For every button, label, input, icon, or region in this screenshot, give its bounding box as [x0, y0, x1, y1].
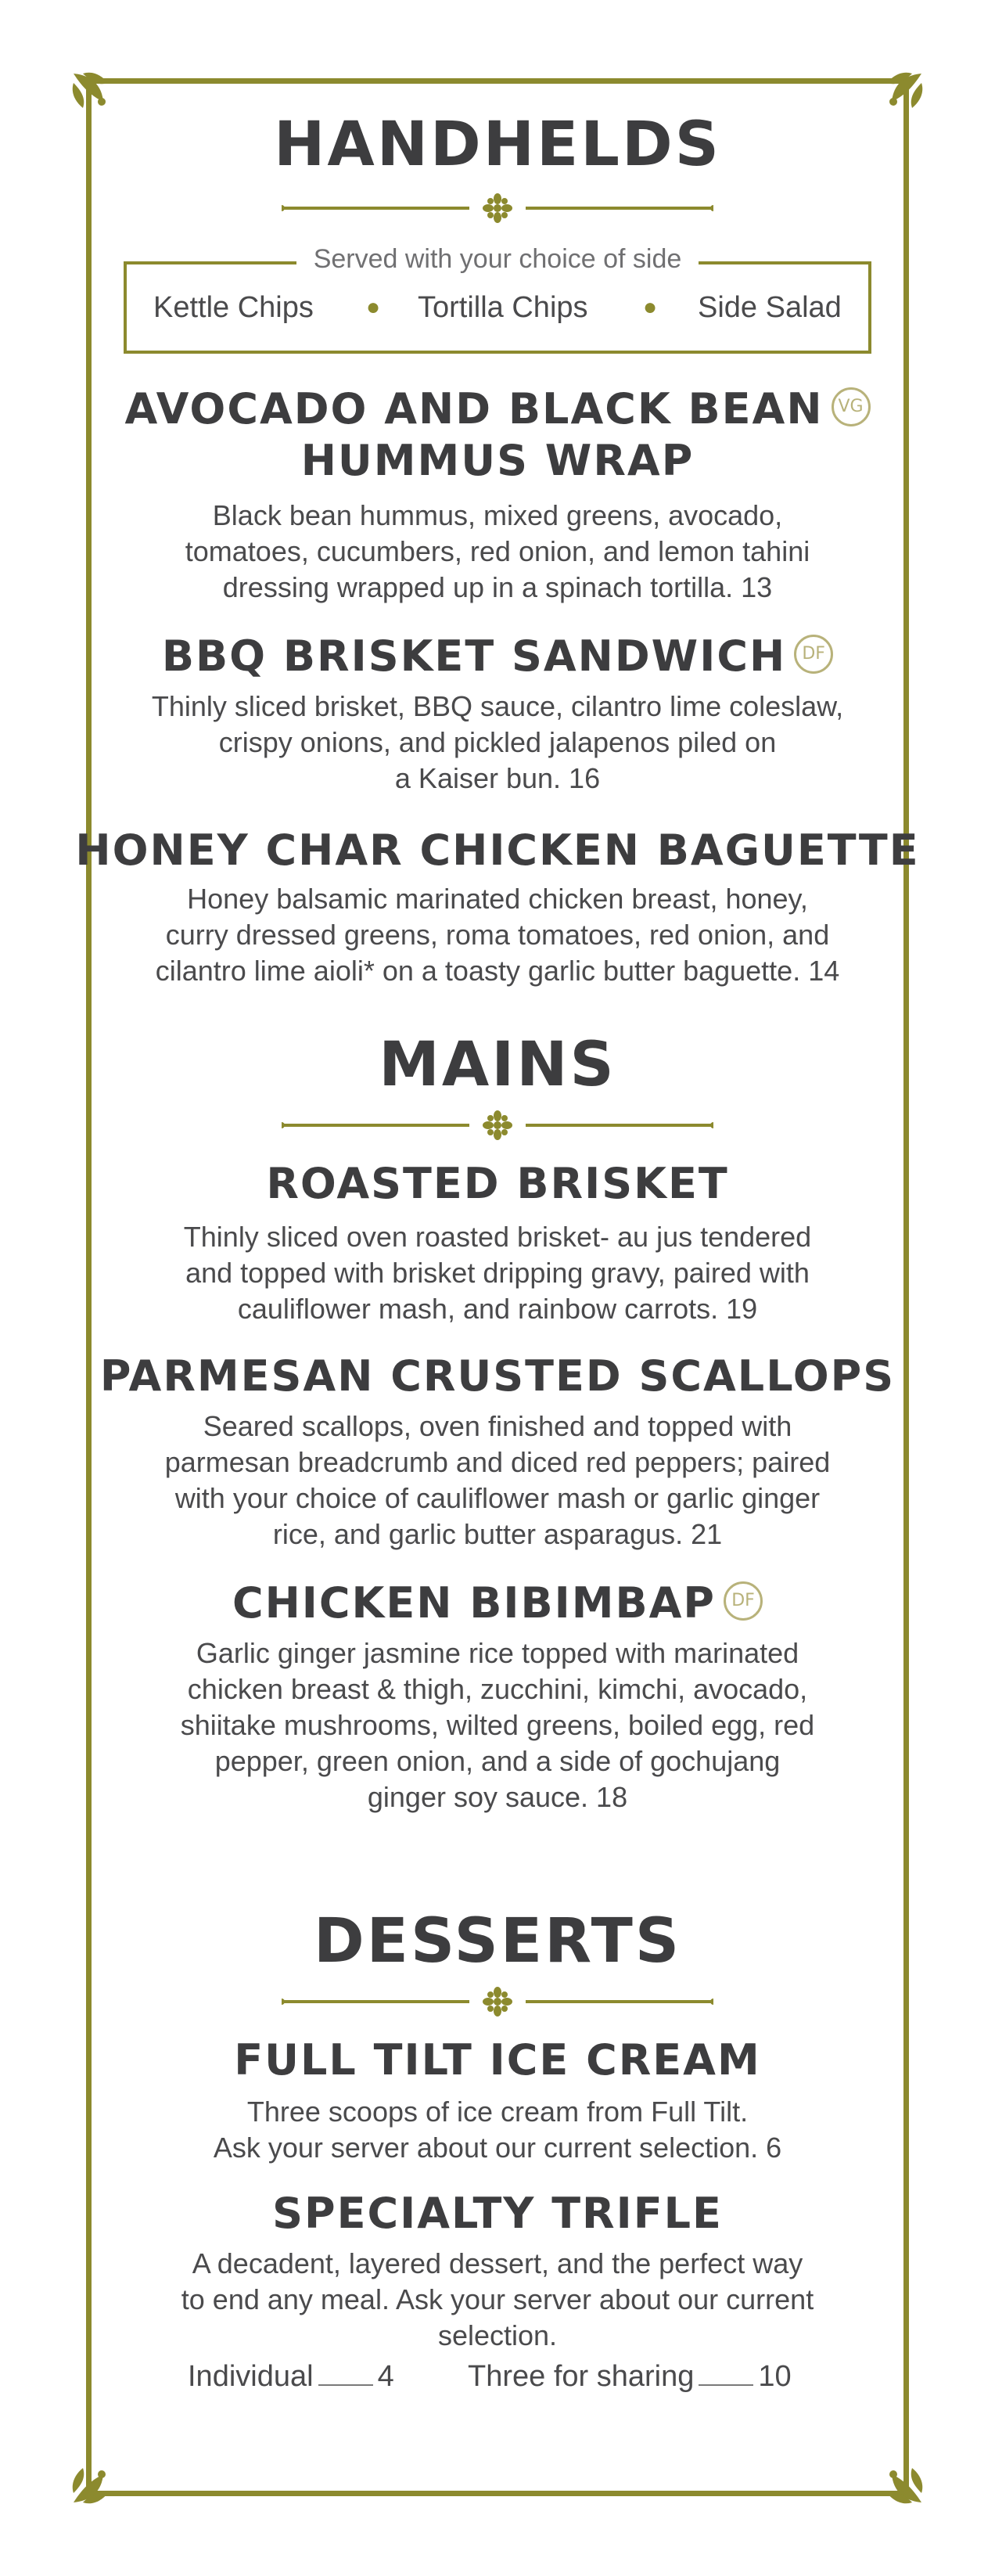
section-title-desserts: DESSERTS — [313, 1906, 682, 1977]
vegan-badge: VG — [832, 387, 871, 426]
side-option: Kettle Chips — [153, 291, 314, 324]
item-title: PARMESAN CRUSTED SCALLOPS — [99, 1351, 896, 1401]
dairy-free-badge: DF — [724, 1581, 763, 1621]
item-title: ROASTED BRISKET — [266, 1159, 729, 1208]
corner-flourish-icon — [67, 2423, 153, 2509]
ornament-divider-icon — [282, 192, 713, 224]
item-description: Honey balsamic marinated chicken breast, honey, curry dressed greens, roma tomatoes, red onion, and cilantro lime aioli* on a toasty garlic butter baguette. 14 — [155, 883, 840, 987]
dairy-free-badge: DF — [794, 635, 833, 674]
ornament-divider-icon — [282, 1110, 713, 1141]
price-sharing: Three for sharing 10 — [468, 2360, 792, 2393]
item-description: Seared scallops, oven finished and topped with parmesan breadcrumb and diced red peppers; paired with your choice of cauliflower mash or garlic ginger rice, and garlic butter asparagus. 21 — [164, 1410, 831, 1550]
item-description: A decadent, layered dessert, and the perfect way to end any meal. Ask your server about our current selection. — [181, 2247, 814, 2351]
side-option: Tortilla Chips — [418, 291, 588, 324]
section-title-handhelds: HANDHELDS — [274, 110, 721, 180]
item-title: CHICKEN BIBIMBAP DF — [0, 1578, 995, 1629]
item-title: HUMMUS WRAP — [300, 436, 695, 485]
item-title: FULL TILT ICE CREAM — [234, 2035, 761, 2085]
item-title: SPECIALTY TRIFLE — [272, 2189, 723, 2238]
sides-caption: Served with your choice of side — [296, 244, 699, 274]
side-option: Side Salad — [698, 291, 842, 324]
item-title: AVOCADO AND BLACK BEAN VG — [0, 383, 995, 435]
corner-flourish-icon — [842, 2423, 928, 2509]
item-title: BBQ BRISKET SANDWICH DF — [0, 631, 995, 682]
item-title: HONEY CHAR CHICKEN BAGUETTE — [75, 826, 920, 875]
item-description: Three scoops of ice cream from Full Tilt. Ask your server about our current selection. 6 — [213, 2096, 782, 2164]
bullet-icon: ● — [643, 294, 658, 320]
bullet-icon: ● — [366, 294, 381, 320]
ornament-divider-icon — [282, 1986, 713, 2017]
item-description: Garlic ginger jasmine rice topped with marinated chicken breast & thigh, zucchini, kimchi, avocado, shiitake mushrooms, wilted greens, boiled egg, red pepper, green onion, and a side of gochujang ginger soy sauce. 18 — [180, 1637, 815, 1813]
item-description: Thinly sliced brisket, BBQ sauce, cilantro lime coleslaw, crispy onions, and pickled jalapenos piled on a Kaiser bun. 16 — [151, 690, 844, 794]
item-description: Black bean hummus, mixed greens, avocado, tomatoes, cucumbers, red onion, and lemon tahini dressing wrapped up in a spinach tortilla. 13 — [185, 499, 810, 603]
item-description: Thinly sliced oven roasted brisket- au jus tendered and topped with brisket dripping gravy, paired with cauliflower mash, and rainbow carrots. 19 — [183, 1221, 812, 1325]
price-individual: Individual 4 — [188, 2360, 394, 2393]
section-title-mains: MAINS — [379, 1030, 616, 1100]
